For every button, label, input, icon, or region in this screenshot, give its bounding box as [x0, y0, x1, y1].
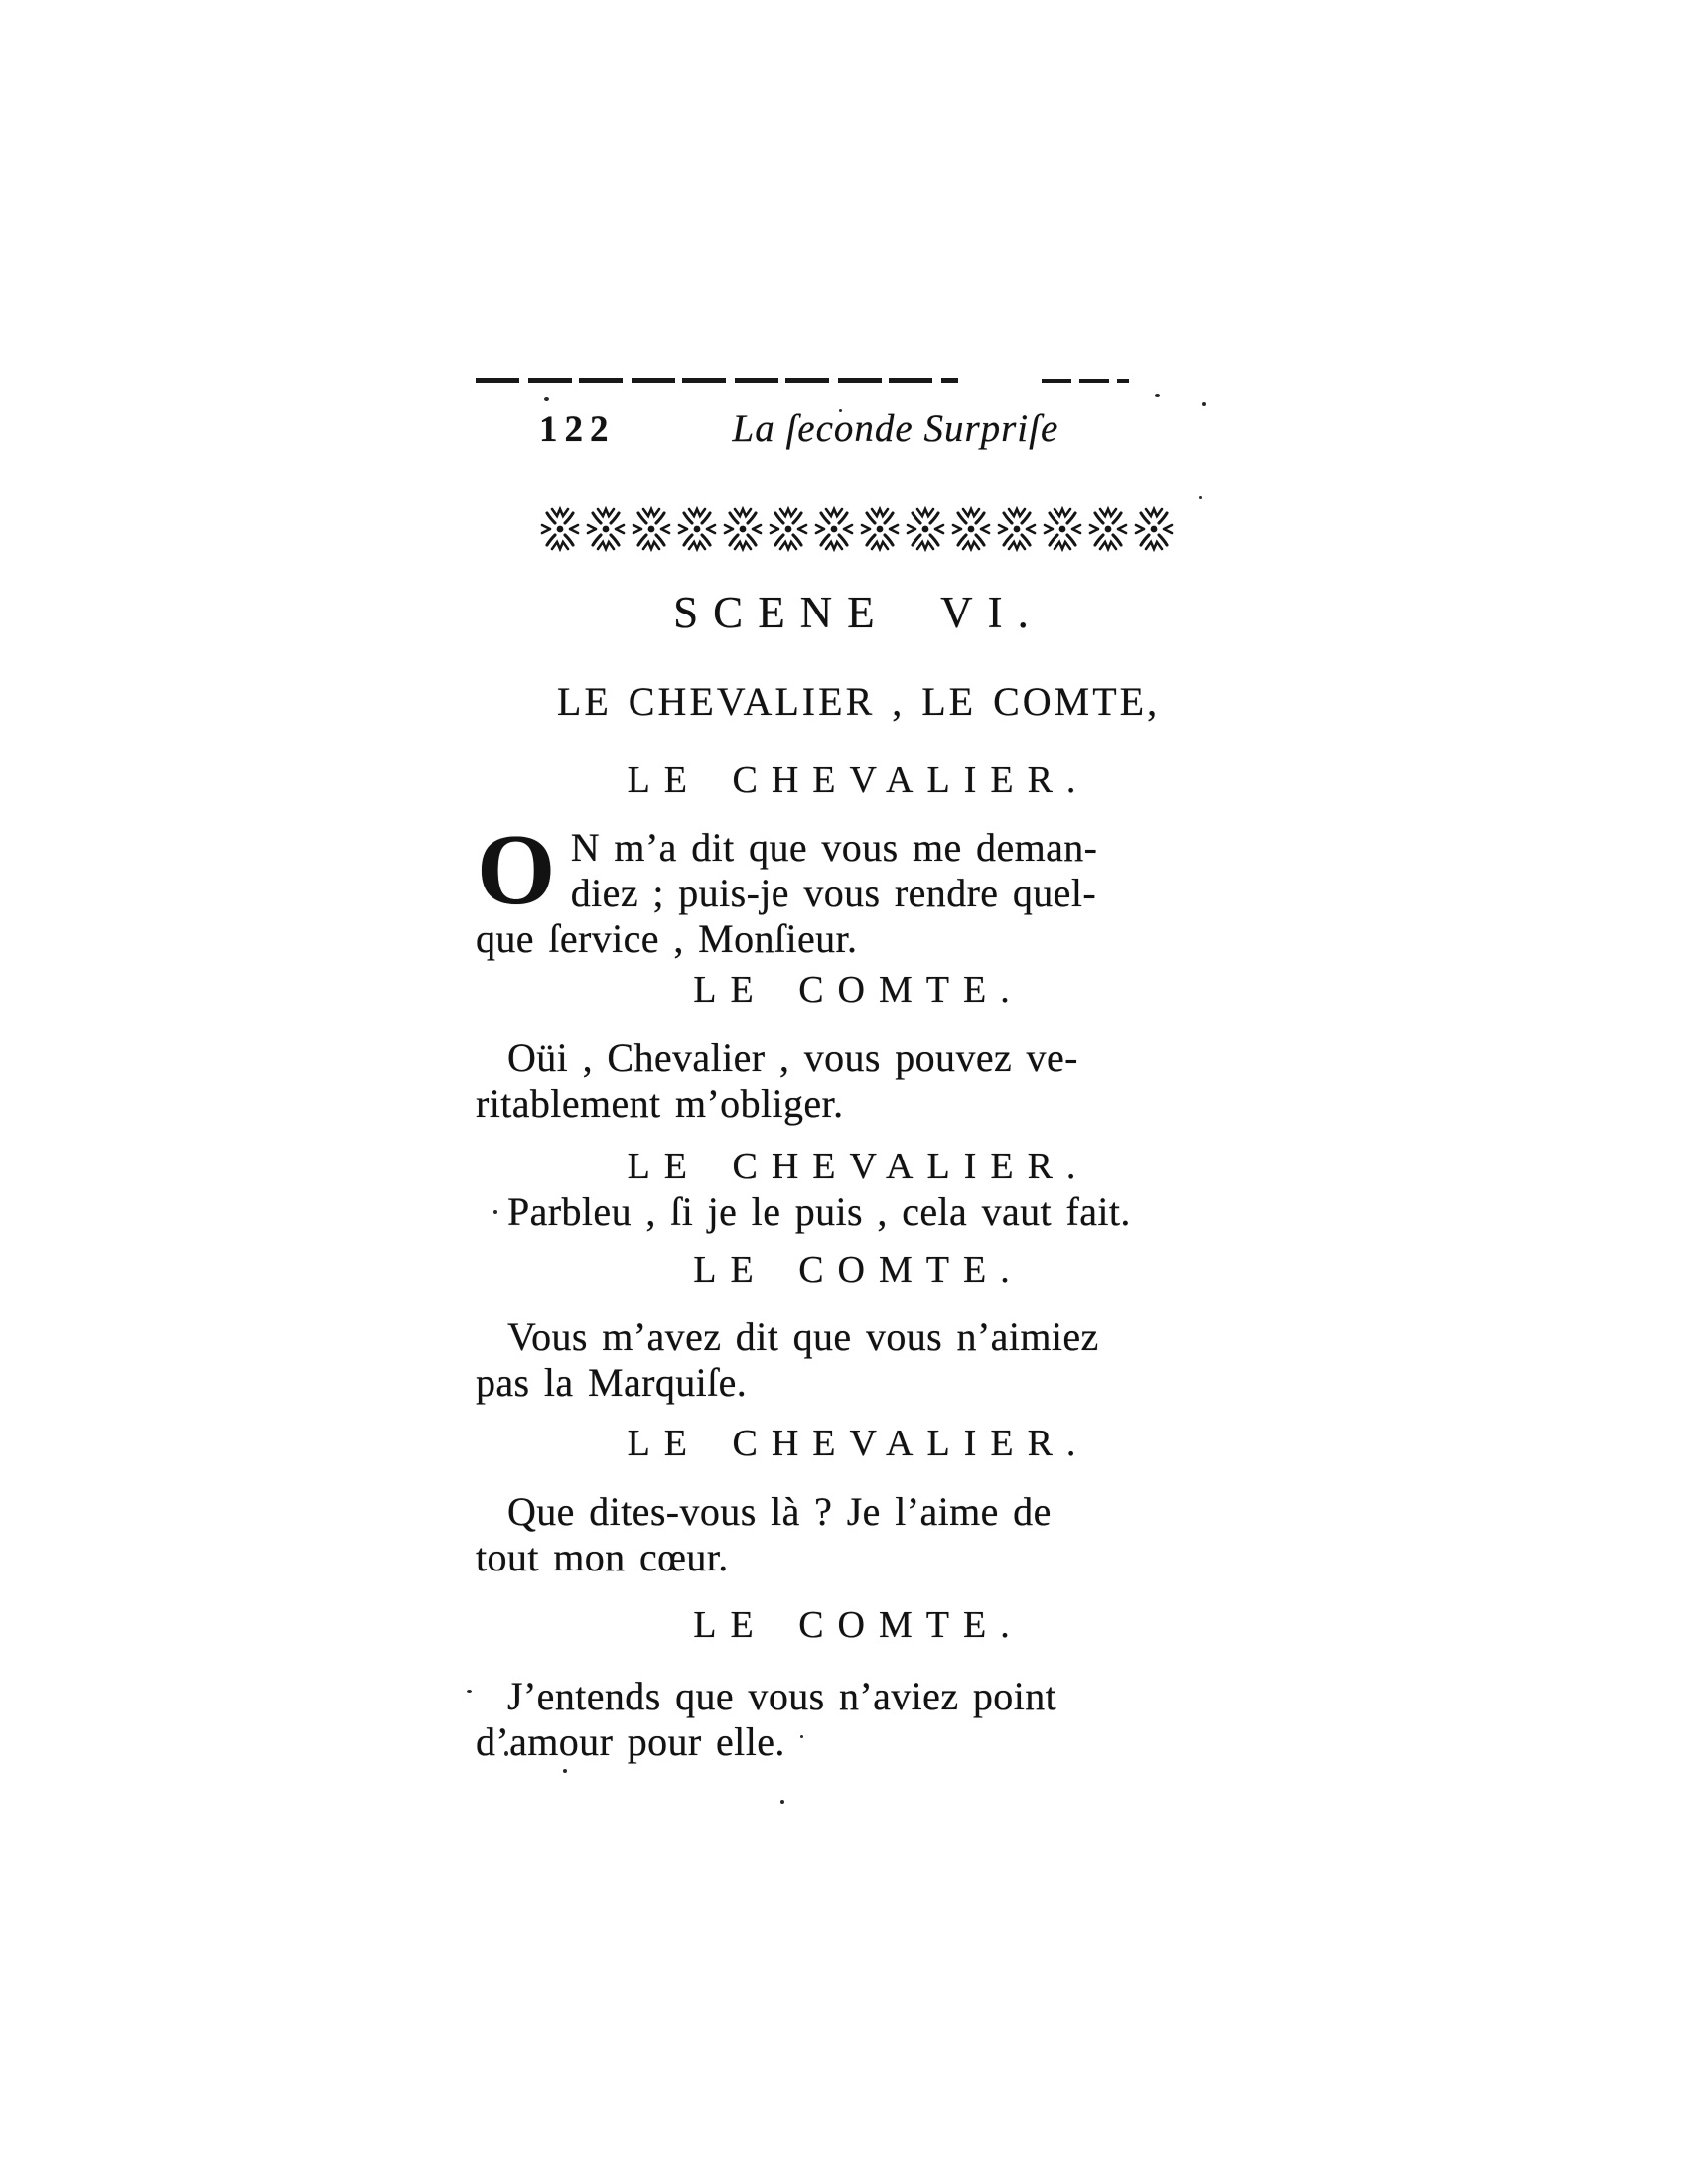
cast-line: LE CHEVALIER , LE COMTE, — [556, 679, 1161, 724]
speech — [476, 1674, 1178, 1765]
ink-speck — [1202, 402, 1206, 406]
text-column — [476, 377, 1178, 1765]
speech — [476, 814, 1178, 962]
speech — [476, 1489, 1178, 1580]
speaker-heading: LE CHEVALIER. — [627, 1146, 1090, 1187]
dashed-rule-segment — [1042, 379, 1129, 383]
speech — [476, 1189, 1178, 1235]
speech-line: Parbleu , ſi je le puis , cela vaut fait. — [507, 1189, 1131, 1234]
speech-line: J’entends que vous n’aviez point — [507, 1674, 1057, 1718]
page-number: 122 — [539, 409, 616, 450]
speech — [476, 1035, 1178, 1127]
speech — [476, 1314, 1178, 1406]
speech-line: N m’a dit que vous me deman- — [570, 825, 1098, 870]
running-header — [476, 406, 1178, 453]
speech-line: diez ; puis-je vous rendre quel- — [570, 871, 1097, 915]
scene-heading: SCENE VI. — [673, 588, 1044, 637]
speech-line: d’amour pour elle. — [476, 1719, 785, 1764]
speaker-heading: LE COMTE. — [693, 1249, 1024, 1291]
fleuron-ornament-band — [537, 500, 1178, 556]
speech-line: que ſervice , Monſieur. — [476, 916, 858, 961]
ink-speck — [1199, 496, 1202, 499]
speech-line: Oüi , Chevalier , vous pouvez ve- — [507, 1035, 1078, 1080]
speaker-heading: LE COMTE. — [693, 969, 1024, 1011]
speech-line: pas la Marquiſe. — [476, 1360, 748, 1405]
ink-speck — [563, 1769, 567, 1773]
speaker-heading: LE CHEVALIER. — [627, 1423, 1090, 1464]
running-title: La ſeconde Surpriſe — [732, 407, 1059, 450]
speech-line: ritablement m’obliger. — [476, 1081, 844, 1126]
dashed-rule-segment — [476, 378, 958, 383]
ink-speck — [780, 1800, 784, 1804]
ink-speck — [467, 1690, 472, 1693]
fleuron-icon — [537, 500, 1178, 556]
speech-line: Vous m’avez dit que vous n’aimiez — [507, 1314, 1099, 1359]
drop-cap-initial: O — [477, 814, 556, 926]
speaker-heading: LE COMTE. — [693, 1604, 1024, 1646]
speech-line: Que dites-vous là ? Je l’aime de — [507, 1489, 1052, 1534]
speaker-heading: LE CHEVALIER. — [627, 759, 1090, 801]
dashed-rule — [476, 377, 1178, 384]
speech-line: tout mon cœur. — [476, 1535, 729, 1579]
